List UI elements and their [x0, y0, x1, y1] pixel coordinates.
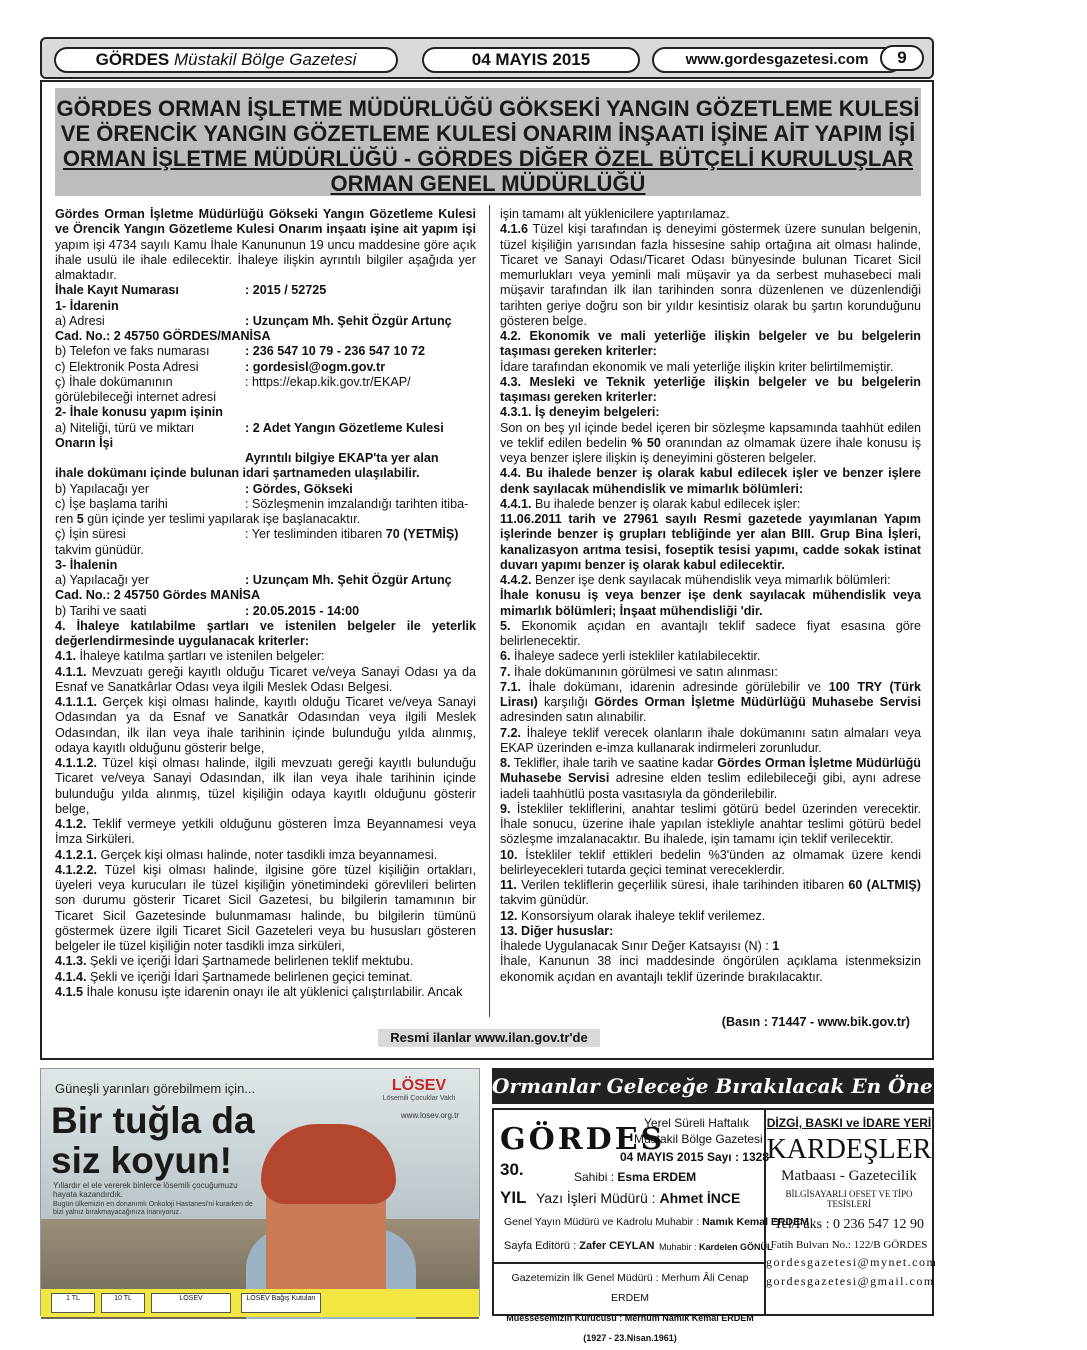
title-line-1: GÖRDES ORMAN İŞLETME MÜDÜRLÜĞÜ GÖKSEKİ YANGIN GÖZETLEME KULESİ — [56, 96, 920, 121]
title-line-3: ORMAN İŞLETME MÜDÜRLÜĞÜ - GÖRDES DİĞER ÖZEL BÜTÇELİ KURULUŞLAR — [62, 146, 914, 171]
email-row: c) Elektronik Posta Adresi : gordesisl@ogm.gov.tr — [55, 359, 386, 374]
section-4: 4. İhaleye katılabilme şartları ve istenilen belgeler ile yeterlik değerlendirmesinde uygulanacak kriterler: — [55, 618, 476, 648]
column-divider — [489, 205, 490, 1017]
losev-logo: LÖSEV Lösemili Çocuklar Vakfı — [382, 1077, 456, 1102]
section-3: 3- İhalenin — [55, 557, 118, 572]
issue-date: 04 MAYIS 2015 — [422, 47, 640, 73]
section-1: 1- İdarenin — [55, 298, 119, 313]
ad-small-text-2: Bugün ülkemizin en donanımlı Onkoloji Hastanesi'ni kurarken de bizi yalnız bırakmayacağınıza inanıyoruz. — [53, 1201, 253, 1216]
ad-url[interactable]: www.losev.org.tr — [400, 1111, 459, 1120]
ad-child-scarf — [261, 1124, 396, 1204]
ad-box-3: LÖSEV — [151, 1293, 231, 1313]
ad-box-4: LÖSEV Bağış Kutuları — [241, 1293, 321, 1313]
yer-row: b) Yapılacağı yer : Gördes, Gökseki — [55, 481, 353, 496]
kayit-row: İhale Kayıt Numarası : 2015 / 52725 — [55, 283, 327, 298]
masthead-left: GÖRDES Yerel Süreli Haftalık Müstakil Bölge Gazetesi 04 MAYIS 2015 Sayı : 1328 30. Sahibi : Esma ERDEM YIL Yazı İşleri Müdürü : Ahmet İNCE Genel Yayın Müdürü ve Kadrolu Muhabir : Namık Kemal ERDEM Sayfa Editörü : Zafer CEYLAN Muhabir : Kardelen GÖNÜL Gazetemizin İlk Genel Müdürü : Merhum Âli Cenap ERDEM Müessesemizin Kurucusu : Merhum Namık Kemal ERDEM (1927 - 23.Nisan.1961) — [494, 1110, 766, 1314]
tarih-row: b) Tarihi ve saati : 20.05.2015 - 14:00 — [55, 603, 360, 618]
ad-small-text-1: Yıllardır el ele vererek binlerce lösemili çocuğumuzu hayata kazandırdık. — [53, 1181, 238, 1199]
ad-tagline: Güneşli yarınları görebilmem için... — [55, 1081, 256, 1096]
paper-logo: GÖRDES — [500, 1122, 666, 1157]
press-code: (Basın : 71447 - www.bik.gov.tr) — [721, 1015, 910, 1029]
notice-right-column: işin tamamı alt yüklenicilere yaptırılamaz. 4.1.6 Tüzel kişi tarafından iş deneyimi göstermek üzere sunulan belgenin, tüzel kişiliğin yarısından fazla hissesine sahip ortağına ait olması halinde, Ticaret ve Sanayi Odası/Ticaret Odası bünyesinde bulunan Ticaret Sicil memurlukları veya yeminli mali müşavir ya da serbest muhasebeci mali müşavir tarafından ilk ilan tarihinden sonra düzenlenen ve düzenlendiği tarihten geriye doğru son bir yıldır kesintisiz olarak bu şartın korunduğunu gösteren belge. 4.2. Ekonomik ve mali yeterliğe ilişkin belgeler ve bu belgelerin taşıması gereken kriterler: İdare tarafından ekonomik ve mali yeterliğe ilişkin kriter belirtilmemiştir. 4.3. Mesleki ve Teknik yeterliğe ilişkin belgeler ve bu belgelerin taşıması gereken kriterler: 4.3.1. İş deneyim belgeleri: Son on beş yıl içinde bedel içeren bir sözleşme kapsamında taahhüt edilen ve teklif edilen bedelin % 50 oranından az olmamak üzere ihale konusu iş veya benzer işlere ilişkin iş deneyimini gösteren belgeler. 4.4. Bu ihalede benzer iş olarak kabul edilecek işler ve benzer işlere denk sayılacak mühendislik ve mimarlık bölümleri: 4.4.1. Bu ihalede benzer iş olarak kabul edilecek işler: 11.06.2011 tarih ve 27961 sayılı Resmi gazetede yayımlanan Yapım işlerinde benzer iş grupları tebliğinde yer alan BIII. Grup Bina İşleri, kanalizasyon arıtma tesisi, foseptik tesisi yapımı, cadde sokak istinat duvarı yapımı benzer iş olarak kabul edilecektir. 4.4.2. Benzer işe denk sayılacak mühendislik veya mimarlık bölümleri: İhale konusu iş veya benzer işe denk sayılacak mühendislik veya mimarlık bölümleri; İnşaat mühendisliği 'dir. 5. Ekonomik açıdan en avantajlı teklif sadece fiyat esasına göre belirlenecektir. 6. İhaleye sadece yerli istekliler katılabilecektir. 7. İhale dokümanının görülmesi ve satın alınması: 7.1. İhale dokümanı, idarenin adresinde görülebilir ve 100 TRY (Türk Lirası) karşılığı Gördes Orman İşletme Müdürlüğü Muhasebe Servisi adresinden satın alınabilir. 7.2. İhaleye teklif verecek olanların ihale dokümanını satın almaları veya EKAP üzerinden e-imza kullanarak indirmeleri zorunludur. 8. Teklifler, ihale tarih ve saatine kadar Gördes Orman İşletme Müdürlüğü Muhasebe Servisi adresine elden teslim edilebileceği gibi, aynı adrese iadeli taahhütlü posta vasıtasıyla da gönderilebilir. 9. İstekliler tekliflerini, anahtar teslimi götürü bedel üzerinden verecektir. İhale sonucu, üzerine ihale yapılan istekliyle anahtar teslimi götürü bedel sözleşme imzalanacaktır. Bu ihalede, işin tamamı için teklif verilecektir. 10. İstekliler teklif ettikleri bedelin %3'ünden az olmamak üzere kendi belirleyecekleri tutarda geçici teminat vereceklerdir. 11. Verilen tekliflerin geçerlilik süresi, ihale tarihinden itibaren 60 (ALTMIŞ) takvim günüdür. 12. Konsorsiyum olarak ihaleye teklif verilemez. 13. Diğer hususlar: İhalede Uygulanacak Sınır Değer Katsayısı (N) : 1 İhale, Kanunun 38 inci maddesinde öngörülen açıklama istenmeksizin ekonomik açıdan en avantajlı teklif üzerinde bırakılacaktır. — [500, 207, 921, 984]
tel-row: b) Telefon ve faks numarası : 236 547 10 79 - 236 547 10 72 — [55, 344, 425, 359]
page-header — [40, 37, 934, 79]
paper-name-bold: GÖRDES — [95, 50, 170, 69]
losev-advertisement[interactable] — [40, 1068, 480, 1316]
section-2: 2- İhale konusu yapım işinin — [55, 405, 223, 420]
dok-row: ç) İhale dokümanının : https://ekap.kik.gov.tr/EKAP/ — [55, 374, 411, 389]
title-line-2: VE ÖRENCİK YANGIN GÖZETLEME KULESİ ONARIM İNŞAATI İŞİNE AİT YAPIM İŞİ — [60, 121, 916, 146]
intro: Gördes Orman İşletme Müdürlüğü Gökseki Yangın Gözetleme Kulesi ve Örencik Yangın Gözetleme Kulesi Onarım inşaatı işine ait yapım işi yapım işi 4734 sayılı Kamu İhale Kanununun 19 uncu maddesine göre açık ihale usulü ile ihale edilecektir. İhaleye ilişkin ayrıntılı bilgiler aşağıda yer almaktadır. — [55, 207, 476, 282]
notice-title — [55, 88, 921, 196]
official-ads-link[interactable]: Resmi ilanlar www.ilan.gov.tr'de — [378, 1029, 600, 1047]
basla-row: c) İşe başlama tarihi : Sözleşmenin imzalandığı tarihten itiba- — [55, 496, 469, 511]
page-number: 9 — [880, 45, 924, 71]
motto-banner: Ormanlar Geleceğe Bırakılacak En Önemli Mirastır... — [492, 1068, 934, 1104]
title-line-4: ORMAN GENEL MÜDÜRLÜĞÜ — [330, 171, 646, 196]
sure-row: ç) İşin süresi : Yer tesliminden itibaren 70 (YETMİŞ) — [55, 527, 459, 542]
adres-row: a) Adresi : Uzunçam Mh. Şehit Özgür Artunç — [55, 313, 452, 328]
paper-name-rest: Müstakil Bölge Gazetesi — [174, 50, 357, 69]
ad-headline: Bir tuğla da siz koyun! — [51, 1100, 255, 1181]
ihale-yer-row: a) Yapılacağı yer : Uzunçam Mh. Şehit Özgür Artunç — [55, 573, 452, 587]
masthead — [492, 1108, 938, 1343]
printer-info: DİZGİ, BASKI ve İDARE YERİ KARDEŞLER Matbaası - Gazetecilik BİLGİSAYARLI OFSET VE TİPO TESİSLERİ Tel/Faks : 0 236 547 12 90 Fatih Bulvarı No.: 122/B GÖRDES gordesgazetesi@mynet.com gordesgazetesi@gmail.com — [766, 1116, 938, 1288]
ad-box-2: 10 TL — [101, 1293, 145, 1313]
issue-info: 04 MAYIS 2015 Sayı : 1328 — [620, 1150, 769, 1164]
website-link[interactable]: www.gordesgazetesi.com — [652, 47, 902, 73]
paper-name — [54, 47, 398, 73]
nitelik-row: a) Niteliği, türü ve miktarı : 2 Adet Yangın Gözetleme Kulesi — [55, 420, 444, 435]
masthead-footer: Gazetemizin İlk Genel Müdürü : Merhum Âli Cenap ERDEM Müessesemizin Kurucusu : Merhum Namık Kemal ERDEM (1927 - 23.Nisan.1961) — [494, 1262, 766, 1314]
ad-box-1: 1 TL — [51, 1293, 95, 1313]
notice-left-column: Gördes Orman İşletme Müdürlüğü Gökseki Yangın Gözetleme Kulesi ve Örencik Yangın Gözetleme Kulesi Onarım inşaatı işine ait yapım işi yapım işi 4734 sayılı Kamu İhale Kanununun 19 uncu maddesine göre açık ihale usulü ile ihale edilecektir. İhaleye ilişkin ayrıntılı bilgiler aşağıda yer almaktadır. İhale Kayıt Numarası : 2015 / 52725 1- İdarenin a) Adresi : Uzunçam Mh. Şehit Özgür Artunç Cad. No.: 2 45750 GÖRDES/MANİSA b) Telefon ve faks numarası : 236 547 10 79 - 236 547 10 72 c) Elektronik Posta Adresi : gordesisl@ogm.gov.tr ç) İhale dokümanının : https://ekap.kik.gov.tr/EKAP/ görülebileceği internet adresi 2- İhale konusu yapım işinin a) Niteliği, türü ve miktarı : 2 Adet Yangın Gözetleme Kulesi Onarın İşi Ayrıntılı bilgiye EKAP'ta yer alan ihale dokümanı içinde bulunan idari şartnameden ulaşılabilir. b) Yapılacağı yer : Gördes, Gökseki c) İşe başlama tarihi : Sözleşmenin imzalandığı tarihten itiba- ren 5 gün içinde yer teslimi yapılarak işe başlanacaktır. ç) İşin süresi : Yer tesliminden itibaren 70 (YETMİŞ) takvim günüdür. 3- İhalenin a) Yapılacağı yer : Uzunçam Mh. Şehit Özgür Artunç Cad. No.: 2 45750 Gördes MANİSA b) Tarihi ve saati : 20.05.2015 - 14:00 4. İhaleye katılabilme şartları ve istenilen belgeler ile yeterlik değerlendirmesinde uygulanacak kriterler: 4.1. İhaleye katılma şartları ve istenilen belgeler: 4.1.1. Mevzuatı gereği kayıtlı olduğu Ticaret ve/veya Sanayi Odası ya da Esnaf ve Sanatkârlar Odası veya ilgili Meslek Odası Belgesi. 4.1.1.1. Gerçek kişi olması halinde, kayıtlı olduğu Ticaret ve/veya Sanayi Odasından ya da Esnaf ve Sanatkâr Odasından veya ilgili Meslek Odasından, ilk ilan veya ihale tarihinin içinde bulunduğu yılda alınmış, odaya kayıtlı olduğunu gösterir belge, 4.1.1.2. Tüzel kişi olması halinde, ilgili mevzuatı gereği kayıtlı bulunduğu Ticaret ve/veya Sanayi Odasından, ilk ilan veya ihale tarihinin içinde bulunduğu yılda alınmış, tüzel kişiliğin odaya kayıtlı olduğunu gösterir belge, 4.1.2. Teklif vermeye yetkili olduğunu gösteren İmza Beyannamesi veya İmza Sirküleri. 4.1.2.1. Gerçek kişi olması halinde, noter tasdikli imza beyannamesi. 4.1.2.2. Tüzel kişi olması halinde, ilgisine göre tüzel kişiliğin ortakları, üyeleri veya kurucuları ile tüzel kişiliğin yönetimindeki görevlileri belirten son durumu gösterir Ticaret Sicil Gazetesi, bu bilgilerin tamamının bir Ticaret Sicil Gazetesinde bulunmaması halinde, bu bilgilerin tümünü göstermek üzere ilgili Ticaret Sicil Gazeteleri veya bu hususları gösteren belgeler ile tüzel kişiliğin noter tasdikli imza sirküleri, 4.1.3. Şekli ve içeriği İdari Şartnamede belirlenen teklif mektubu. 4.1.4. Şekli ve içeriği İdari Şartnamede belirlenen geçici teminat. 4.1.5 İhale konusu işte idarenin onayı ile alt yüklenici çalıştırılabilir. Ancak — [55, 207, 476, 999]
